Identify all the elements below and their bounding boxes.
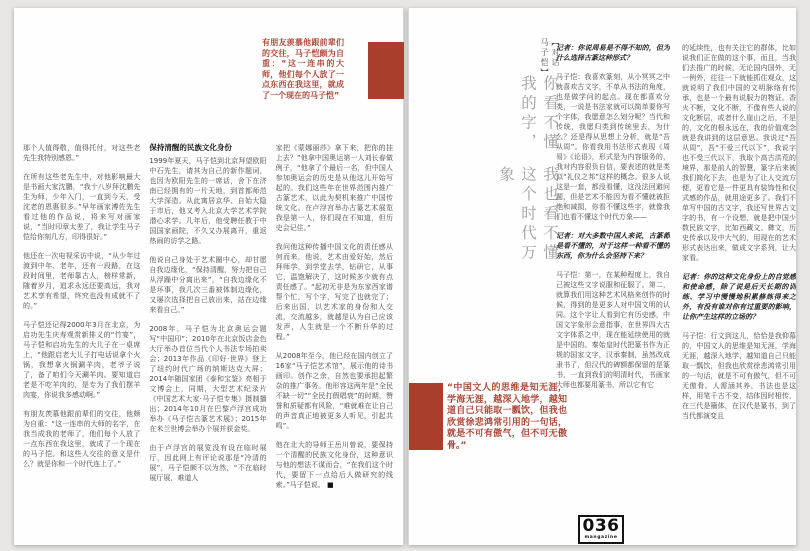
section-heading: 保持清醒的民族文化身份: [149, 143, 232, 152]
paragraph: 那个人值得敬，值得托付，对这些老先生我特别感恩。”: [23, 144, 141, 162]
paragraph: [276, 440, 393, 490]
paragraph: 马子恺还记得2000年3月在北京，为启功先生庆寿观赏新排义的“竹宴”，马子恺和启功先生的大儿子在一桌席上，“他跟启老大儿子打电话说拿个火锅，我想拿火锅涮羊肉，老爷子说了，备了咱们今天涮羊肉。要知道启老是不吃羊肉的，是专为了我们摆羊肉宴，你说我多感动啊。”: [23, 321, 141, 399]
magazine-brand: mangazine: [584, 535, 618, 540]
paragraph: 家把《蒙娜丽莎》拿下来，把你的挂上去？”他拿中国奥运第一人刘长春做例子，“他拿了个最后一名，但中国人参加奥运会的历史是从他这儿开始写起的。我们这些年在世界范围内推广古篆艺术，以此为契机来推广中国传统文化。在卢浮宫举办古篆艺术展览我是第一人，你们现在不知道，但历史会记住。”: [275, 144, 393, 232]
paragraph: 我问他这种传播中国文化的责任感从何而来，他说，艺术由爱好始，然后拜师学，到学堂去学，钻研它，从事它，温饱解决了，这时候多少就有点责任感了。“起初无非是为东家西家谱帮个忙，写个字，写完了也就完了；后来出国，以艺术家的身份和人交流，交流越多，就越是认为自己应该发声，人生就是一个不断升华的过程。”: [275, 243, 393, 341]
highlight-quote-text: “中国文人的思维是知无涯，学海无涯，越深入地学，越知道自己只能取一瓢饮，但我也欣赏徐悲鸿常引用的一句话，就是不可有傲气，但不可无傲骨。”: [447, 383, 567, 451]
left-page: [14, 8, 404, 545]
interviewee-answer: 马子恺：第一，在某种程度上，我自己被这些文字说服和征服了。第二，就算我们用这种艺术风格来创作的时候，得到的是更多人对中国文明的认同。这个字让人看到它有历史感，中国文字象形会意指事，在世界四大古文字体系之中，现在能延续使用的就是中国的。秦始皇时代把篆书作为正规的国家文字，汉承秦制，虽然改成隶书了，但汉代的碑额都保留的是篆书，一直到我们的明清时代，书画家大师也都要用篆书，所以它有它: [556, 271, 670, 389]
paragraph: 由于卢浮宫的展览没有设在临时展厅，因此网上有评论说那是“冷清的展”，马子恺颇不以为然，“不在临时展厅展，难道人: [149, 444, 267, 482]
page-number-badge: [578, 515, 624, 544]
right-page: [408, 8, 796, 545]
interviewee-answer: 马子恺：行文到这儿，恰恰是我仰慕的，中国文人的思维是知无涯，学海无涯，越深入地学，越知道自己只能取一瓢饮，但我也欣赏徐悲鸿常引用的一句话，就是不可有傲气，但不可无傲骨。人需涵其养，书法也是这样，用笔千古不变，结体因时相传，在三代是籀体，在汉代是篆书，到了当代都演变且: [682, 332, 796, 420]
highlight-quote-block: [409, 383, 569, 452]
left-page-columns: [23, 143, 393, 527]
interview-columns: [556, 43, 796, 463]
interviewer-question: 记者：对大多数中国人来说，古篆都是看不懂的，对于这样一种看不懂的东西，你为什么会坚持下来？: [556, 232, 670, 260]
left-pull-quote: 有朋友羡慕他跟前辈们的交往，马子恺颇为自重：“这一连串的大师，他们每个人放了一点东西在我这里，就成了一个现在的马子恺”: [262, 38, 344, 100]
interviewee-answer: 的延续性，也有关注它的群体，比如说我们正在做的这个事，而且，当我们去推广的时候，无论国内国外，无一例外，往往一下就能抓住观众，这就说明了我们中国的文明脉络有传承，也是一个最有说服力的物证。香火不断，文化不断，不像有些人说的文化断层，或者什么崖山之后，不是的，文化的根永远在，我的价值观念就是我讲到的这层意思。我说过“吾从周”，吾“不爱三代以下”，我说字也不受三代以下，我取个高古洪荒的境界，那是前人的智慧，篆字后来被我们简化下去，也是为了让人交流方便，更看它是一件更具有装饰性和仪式感的作品，就用途更多了。我们不单写中国的古文字，我还写世界古文字的书，有一个设想，就是把中国少数民族文字，比如西藏文、彝文，历史传承以及中大气的，用现在的艺术形式表达出来，做成文字系列，让大家看。: [682, 44, 796, 262]
left-column-2: [149, 143, 266, 527]
paragraph-text: 他在北大的导师王岳川曾说，要保持一个清醒的民族文化身份，这种意识与他的想法不谋而合，“在我们这个时代，要留下一点给后人做研究的线索。”马子恺说。: [275, 441, 393, 489]
headline-line-2: 我也看不懂这个时代万象: [497, 165, 559, 264]
section-label: 【对话马子恺】: [540, 38, 560, 78]
interview-column-1: [556, 43, 670, 463]
left-column-1: [23, 143, 140, 527]
paragraph: 从2008年至今，他已经在国内创立了16家“马子恺艺术馆”，展示他的诗书画印。创作之余，自然也要承担起繁杂的推广事务。他形容这两年是“全民不缺一切”“全民打假唱衰”的时期，赞誉和质疑都有风险，“难就难在让自己的声音真正地被更多人听见，引起共鸣”。: [275, 352, 393, 430]
page-number: 036: [582, 516, 620, 536]
article-end-icon: ■: [327, 481, 334, 489]
paragraph: 在所有这些老先生中，对他影响最大是书画大家沈鹏，“我十八岁拜沈鹏先生为师，少年入门，一直到今天，受沈老的恩惠很多。”早年画家溥佐先生看过他的作品说，将来写对画家说，“当时印章太差了，我让学生马子恺给你刻几方，印得很好。”: [23, 173, 141, 241]
vertical-headline: [495, 38, 561, 278]
paragraph: 1999年夏天，马子恺到北京拜望欧阳中石先生，请其为自己的新作题词，也因为欧阳先生的一席话，舍下在济南已经拥有的一片天地，到首都师范大学深造。从此寓居京华、自始大隐于市后，他又考入北京大学艺术学院潜心求学。几年后，他受聘任教于中国国家画院，不久又办展离开，重返热闹的访学之路。: [149, 157, 267, 245]
red-square-decoration: [409, 383, 443, 450]
interview-column-2: [682, 43, 796, 463]
headline-line-1: 你看不懂我的字，: [519, 74, 559, 153]
paragraph: 他说自己身处于艺术圈中心，却甘愿自我边缘化，“保持清醒，努力把自己从浮躁中分离出来”，“自我边缘化不是坏事，我几次三番被体制边缘化，又屡次选择把自己放出来，站在边缘来看自己。”: [149, 256, 267, 314]
red-square-decoration: [368, 42, 404, 99]
paragraph: 他还在一次电视采访中说，“从少年过渡到中年、老年，还有一段路，在这段时间里，老师靠古人，榜样常新，随着岁月，追求永远还要高远，我对艺术享有希望，终究也没有成就不了的。”: [23, 252, 141, 310]
interviewer-question: 记者：你说周易是不得不知的，但为什么选择古篆这种形式？: [556, 44, 670, 62]
interviewer-question: 记者：你的这种文化身份上的自觉感和使命感，除了说是后天长期的训练、学习中慢慢地积累修炼得来之外，有没有谁对你有过重要的影响，让你产生这样的立场的？: [682, 273, 796, 321]
paragraph: 有朋友羡慕他跟前辈们的交往，他颇为自重：“这一连串的大师的名字，在我当成我的老师了，他们每个人放了一点东西在我这里，就成了一个现在的马子恺。和这些人交往的意义是什么？就是你和一个时代连上了。”: [23, 410, 141, 468]
interviewee-answer: 马子恺：我喜欢篆刻，从小冥冥之中就喜欢古文字，不单从书法的角度，也是做学问的起点。现在都喜欢分类，一说是书法家就可以简单要你写个字体，我愿意怎么划分呢？当代和传统，我愿归类到传统里去，为什么？还是得从思想上分析，就是“吾从周”。你看我用书法形式表现《周易》《论语》，形式是为内容服务的，我对内容很负自信，要表述的就是类似“礼仪之邦”这样的概念。很多人说这是一套，都没看懂，这没法回避问题，但是艺术不能因为看不懂就被拒绝和减损，你看不懂这些字，就像我们也看不懂这个时代万象——: [556, 73, 670, 221]
left-column-3: [276, 143, 393, 527]
paragraph: 2008年，马子恺为北京奥运会题写“中国印”；2010年在北京饭店金色大厅举办首位当代个人书法专场拍卖会；2013年作品《印好·世界》登上了纽约时代广场的纳斯达克大屏；2014年随国家团《泰和宝鉴》亮相于文博会上，同期，大型艺术纪录片《中国艺术大家·马子恺专集》摄制播出；2014年10月在巴黎卢浮宫成功举办《马子恺古篆艺术展》；2015年在米兰世博会举办个展并获金奖。: [149, 325, 267, 433]
